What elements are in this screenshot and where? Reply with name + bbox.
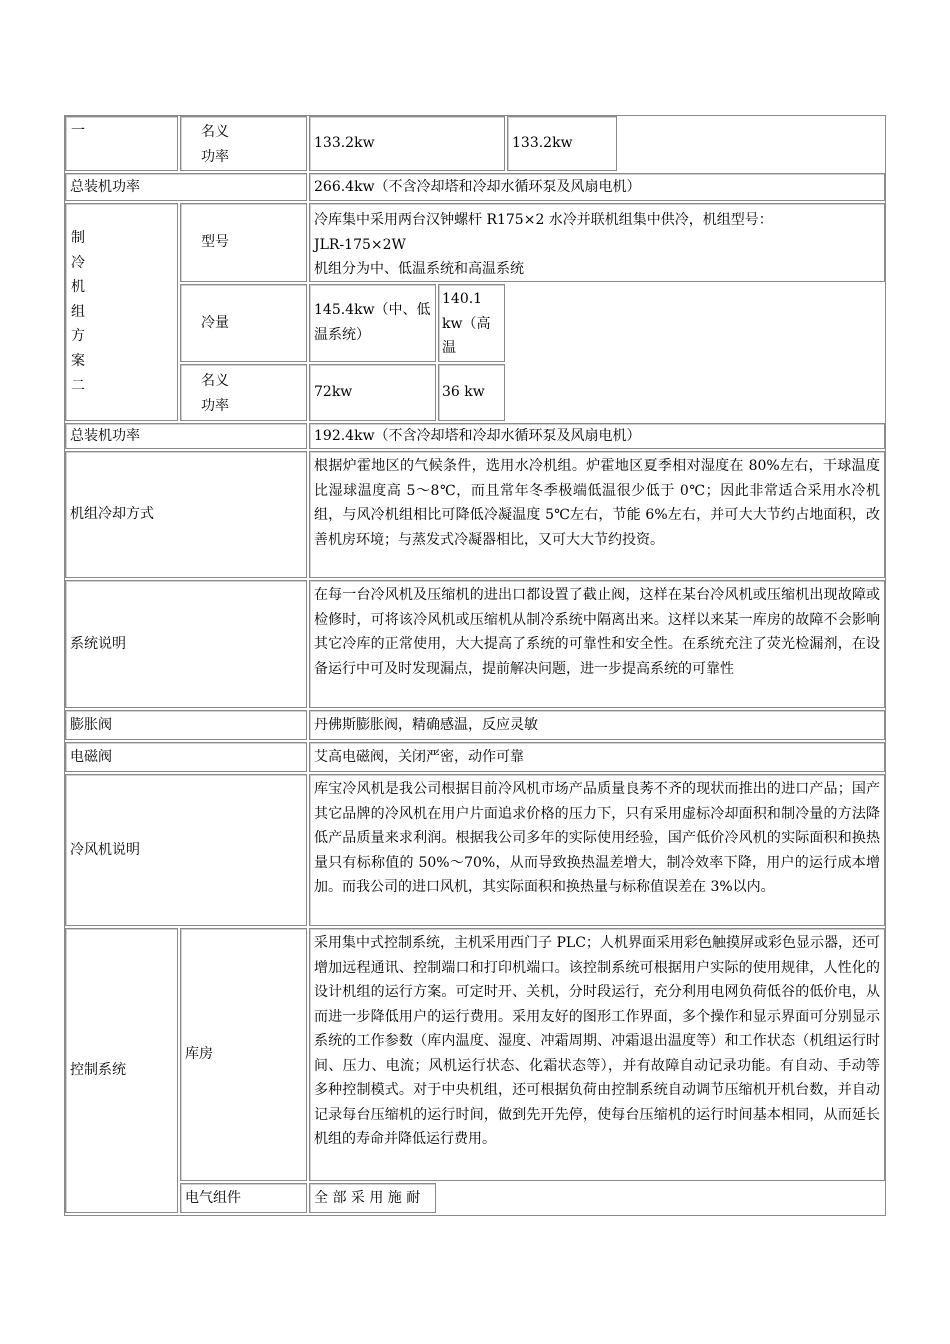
scheme2-title-char: 制	[71, 230, 85, 246]
scheme2-title-char: 案	[71, 352, 85, 369]
scheme2-power-label-cell	[180, 364, 307, 421]
total1-label-cell	[65, 173, 307, 201]
cooling-method-cell	[309, 451, 885, 578]
scheme2-power-b-cell	[438, 364, 505, 421]
scheme2-title-char: 组	[71, 303, 85, 320]
solenoid-valve-text: 艾高电磁阀，关闭严密，动作可靠	[314, 748, 524, 765]
scheme2-title-char: 机	[71, 279, 85, 296]
electrical-cell	[309, 1183, 436, 1213]
scheme2-cooling-low-cell	[309, 284, 436, 362]
cooling-method-label: 机组冷却方式	[70, 506, 154, 523]
scheme2-cooling-high: 140.1 kw（高温	[442, 291, 491, 356]
total1-value: 266.4kw（不含冷却塔和冷却水循环泵及风扇电机）	[314, 178, 641, 195]
scheme1-power-label: 名义 功率	[201, 124, 229, 165]
scheme2-model-label-cell	[180, 203, 307, 282]
control-room-label: 库房	[185, 1046, 213, 1063]
system-desc-label: 系统说明	[70, 635, 126, 652]
expansion-valve-label: 膨胀阀	[70, 716, 112, 733]
scheme2-title	[71, 226, 85, 398]
electrical-label: 电气组件	[185, 1189, 241, 1206]
scheme2-power-label: 名义 功率	[201, 373, 229, 414]
system-desc-cell	[309, 580, 885, 708]
control-label-cell	[65, 928, 178, 1213]
electrical-text: 全 部 采 用 施 耐	[314, 1189, 421, 1206]
scheme2-cooling-label: 冷量	[201, 314, 229, 331]
scheme2-power-a-cell	[309, 364, 436, 421]
expansion-valve-text: 丹佛斯膨胀阀，精确感温，反应灵敏	[314, 716, 538, 733]
scheme2-title-cell	[65, 203, 178, 421]
scheme2-cooling-label-cell	[180, 284, 307, 362]
air-cooler-text: 库宝冷风机是我公司根据目前冷风机市场产品质量良莠不齐的现状而推出的进口产品；国产其它品牌的冷风机在用户片面追求价格的压力下，只有采用虚标冷却面积和制冷量的方法降低产品质量来求利润。根据我公司多年的实际使用经验，国产低价冷风机的实际面积和换热量只有标称值的 50%～70%，从而导致换热温差增大，制冷效率下降，用户的运行成本增加。而我公司的进口风机，其实际面积和换热量与标称值误差在 3%以内。	[314, 781, 880, 895]
control-label: 控制系统	[70, 1062, 126, 1079]
air-cooler-label-cell	[65, 774, 307, 926]
control-room-cell	[309, 928, 885, 1181]
air-cooler-cell	[309, 774, 885, 926]
scheme2-title-char: 冷	[71, 254, 85, 271]
scheme1-number-cell	[65, 116, 178, 171]
total2-value: 192.4kw（不含冷却塔和冷却水循环泵及风扇电机）	[314, 427, 641, 444]
scheme2-power-a: 72kw	[314, 384, 353, 401]
control-room-text: 采用集中式控制系统，主机采用西门子 PLC；人机界面采用彩色触摸屏或彩色显示器，还可增加远程通讯、控制端口和打印机端口。该控制系统可根据用户实际的使用规律，人性化的设计机组的运行方案。可定时开、关机，分时段运行，充分利用电网负荷低谷的低价电，从而进一步降低用户的运行费用。采用友好的图形工作界面，多个操作和显示界面可分别显示系统的工作参数（库内温度、湿度、冲霜周期、冲霜退出温度等）和工作状态（机组运行时间、压力、电流；风机运行状态、化霜状态等），并有故障自动记录功能。有自动、手动等多种控制模式。对于中央机组，还可根据负荷由控制系统自动调节压缩机开机台数，并自动记录每台压缩机的运行时间，做到先开先停，使每台压缩机的运行时间基本相同，从而延长机组的寿命并降低运行费用。	[314, 935, 880, 1147]
air-cooler-label: 冷风机说明	[70, 841, 140, 858]
total1-label: 总装机功率	[70, 178, 140, 195]
scheme2-model-text: 冷库集中采用两台汉钟螺杆 R175×2 水冷并联机组集中供冷，机组型号： JLR-175×2W 机组分为中、低温系统和高温系统	[314, 212, 773, 277]
scheme1-number: 一	[71, 123, 85, 139]
scheme2-model-label: 型号	[201, 234, 229, 251]
system-desc-label-cell	[65, 580, 307, 708]
expansion-valve-cell	[309, 710, 885, 740]
expansion-valve-label-cell	[65, 710, 307, 740]
solenoid-valve-label: 电磁阀	[70, 748, 112, 765]
total1-value-cell	[309, 173, 885, 201]
control-room-label-cell	[180, 928, 307, 1181]
total2-label-cell	[65, 423, 307, 449]
electrical-label-cell	[180, 1183, 307, 1213]
scheme2-title-char: 方	[71, 328, 85, 345]
scheme1-power-b-cell	[507, 116, 617, 171]
scheme1-power-label-cell	[180, 116, 307, 171]
scheme2-cooling-high-cell	[438, 284, 505, 362]
scheme2-power-b: 36 kw	[442, 384, 485, 401]
scheme2-cooling-low: 145.4kw（中、低 温系统）	[314, 302, 431, 343]
total2-label: 总装机功率	[70, 427, 140, 444]
cooling-method-text: 根据炉霍地区的气候条件，选用水冷机组。炉霍地区夏季相对湿度在 80%左右，干球温度比湿球温度高 5～8℃，而且常年冬季极端低温很少低于 0℃；因此非常适合采用水冷机组，与风冷机组相比可降低冷凝温度 5℃左右，节能 6%左右，并可大大节约占地面积，改善机房环境；与蒸发式冷凝器相比，又可大大节约投资。	[314, 458, 880, 548]
scheme1-power-a: 133.2kw	[314, 135, 375, 152]
system-desc-text: 在每一台冷风机及压缩机的进出口都设置了截止阀，这样在某台冷风机或压缩机出现故障或检修时，可将该冷风机或压缩机从制冷系统中隔离出来。这样以来某一库房的故障不会影响其它冷库的正常使用，大大提高了系统的可靠性和安全性。在系统充注了荧光检漏剂，在设备运行中可及时发现漏点，提前解决问题，进一步提高系统的可靠性	[314, 587, 880, 677]
solenoid-valve-label-cell	[65, 742, 307, 772]
total2-value-cell	[309, 423, 885, 449]
scheme2-title-char: 二	[71, 377, 85, 394]
scheme1-power-b: 133.2kw	[512, 135, 573, 152]
scheme1-power-a-cell	[309, 116, 505, 171]
scheme2-model-cell	[309, 203, 885, 282]
solenoid-valve-cell	[309, 742, 885, 772]
cooling-method-label-cell	[65, 451, 307, 578]
